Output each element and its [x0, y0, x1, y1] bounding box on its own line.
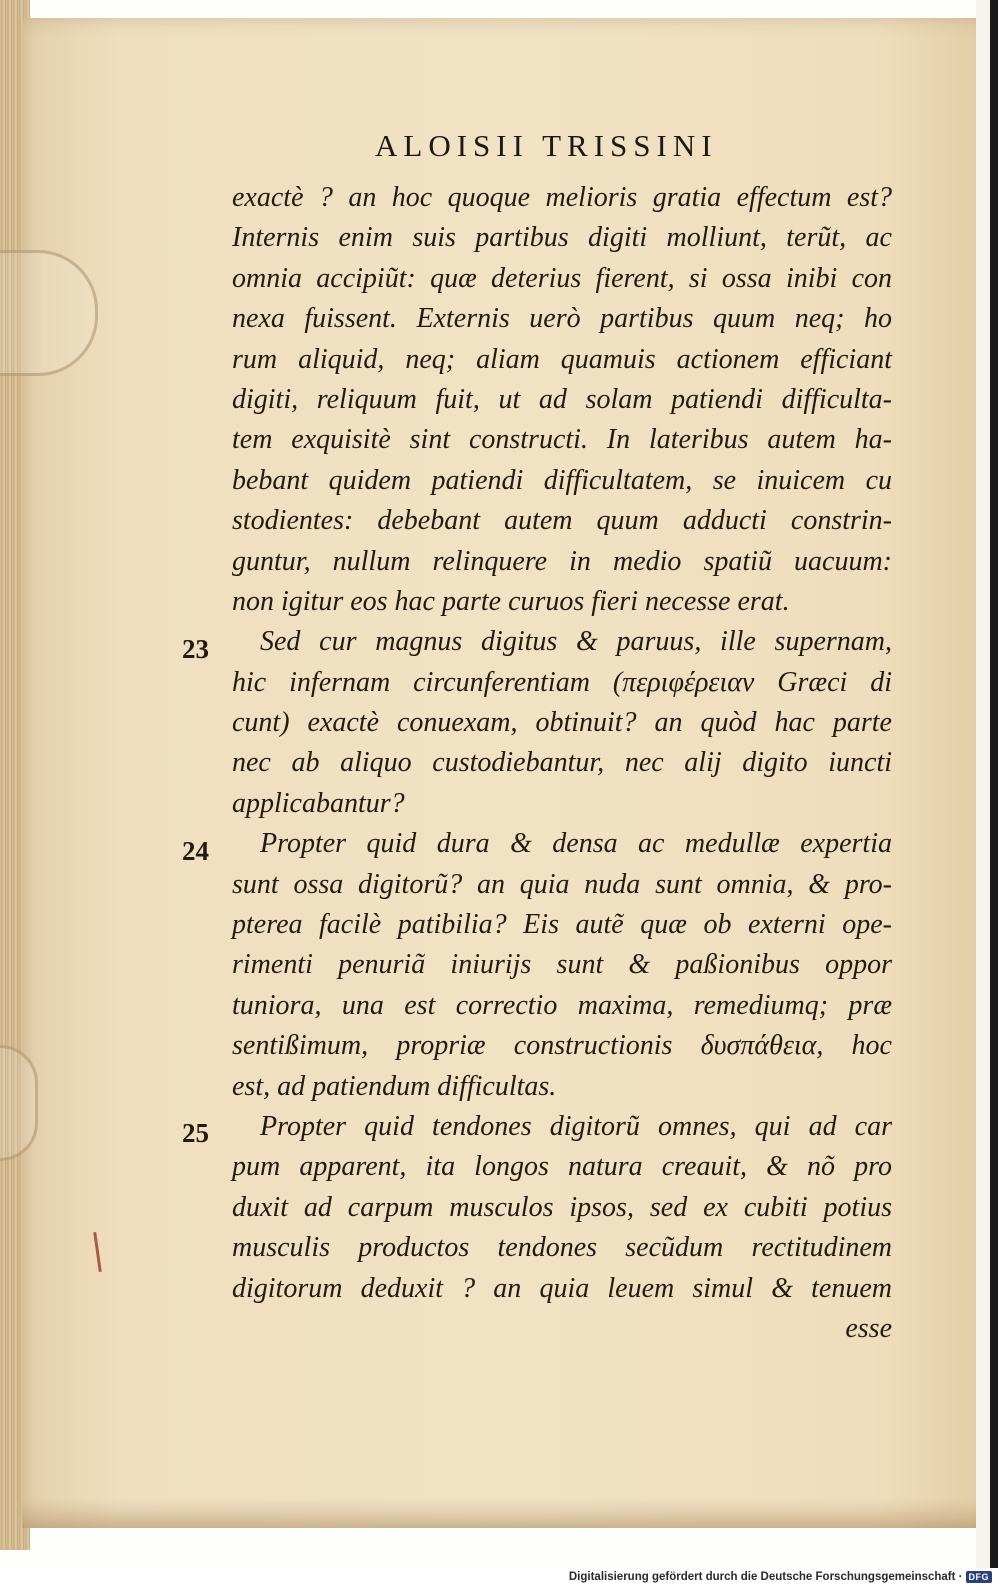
text-line: non igitur eos hac parte curuos fieri necesse erat.: [232, 585, 790, 617]
body-text: [232, 178, 892, 1349]
text-line: nec ab aliquo custodiebantur, nec alij digito iuncti: [232, 747, 892, 779]
text-line: est, ad patiendum difficultas.: [232, 1070, 557, 1102]
text-line: digitorum deduxit ? an quia leuem simul & tenuem: [232, 1272, 892, 1304]
text-line: Propter quid dura & densa ac medullæ expertia: [260, 828, 892, 860]
text-line: musculis productos tendones secũdum rectitudinem: [232, 1232, 892, 1264]
marginal-number: 23: [182, 634, 209, 664]
text-line: digiti, reliquum fuit, ut ad solam patiendi difficulta-: [232, 383, 892, 415]
marginal-number: 25: [182, 1118, 209, 1148]
text-line: nexa fuissent. Externis uerò partibus quum neq; ho: [232, 303, 892, 335]
text-line: Propter quid tendones digitorũ omnes, qui ad car: [260, 1110, 892, 1142]
text-line: applicabantur?: [232, 787, 405, 819]
running-head: ALOISII TRISSINI: [375, 128, 718, 163]
text-line: rimenti penuriã iniurijs sunt & paßionibus oppor: [232, 949, 892, 981]
text-line: rum aliquid, neq; aliam quamuis actionem efficiant: [232, 343, 892, 375]
text-line: tuniora, una est correctio maxima, remediumq; præ: [232, 989, 892, 1021]
marginal-number: 24: [182, 836, 209, 866]
footer-credit: [569, 1571, 992, 1583]
text-line: exactè ? an hoc quoque melioris gratia effectum est?: [232, 182, 892, 213]
text-line: pterea facilè patibilia? Eis autẽ quæ ob externi ope-: [232, 909, 892, 941]
text-line: bebant quidem patiendi difficultatem, se inuicem cu: [232, 464, 892, 496]
text-line: pum apparent, ita longos natura creauit, & nõ pro: [232, 1151, 892, 1183]
text-line: Sed cur magnus digitus & paruus, ille supernam,: [260, 626, 892, 658]
catchword: esse: [845, 1312, 892, 1344]
text-line: duxit ad carpum musculos ipsos, sed ex cubiti potius: [232, 1191, 892, 1223]
text-line: guntur, nullum relinquere in medio spatiũ uacuum:: [232, 545, 892, 577]
text-line: omnia accipiũt: quæ deterius fierent, si ossa inibi con: [232, 262, 892, 294]
dfg-logo: DFG: [966, 1571, 993, 1583]
text-line: Internis enim suis partibus digiti molliunt, terũt, ac: [232, 222, 892, 254]
footer-credit-text: Digitalisierung gefördert durch die Deutsche Forschungsgemeinschaft ·: [568, 1571, 963, 1583]
binding-edge: [990, 0, 998, 1568]
text-line: cunt) exactè conuexam, obtinuit? an quòd hac parte: [232, 707, 892, 739]
text-line: stodientes: debebant autem quum adducti constrin-: [232, 505, 892, 537]
text-line: tem exquisitè sint constructi. In lateribus autem ha-: [232, 424, 892, 456]
text-line: sentißimum, propriæ constructionis δυσπάθεια, hoc: [232, 1030, 892, 1062]
text-line: hic infernam circunferentiam (περιφέρειαν Græci di: [232, 666, 892, 698]
text-line: sunt ossa digitorũ? an quia nuda sunt omnia, & pro-: [232, 868, 892, 900]
